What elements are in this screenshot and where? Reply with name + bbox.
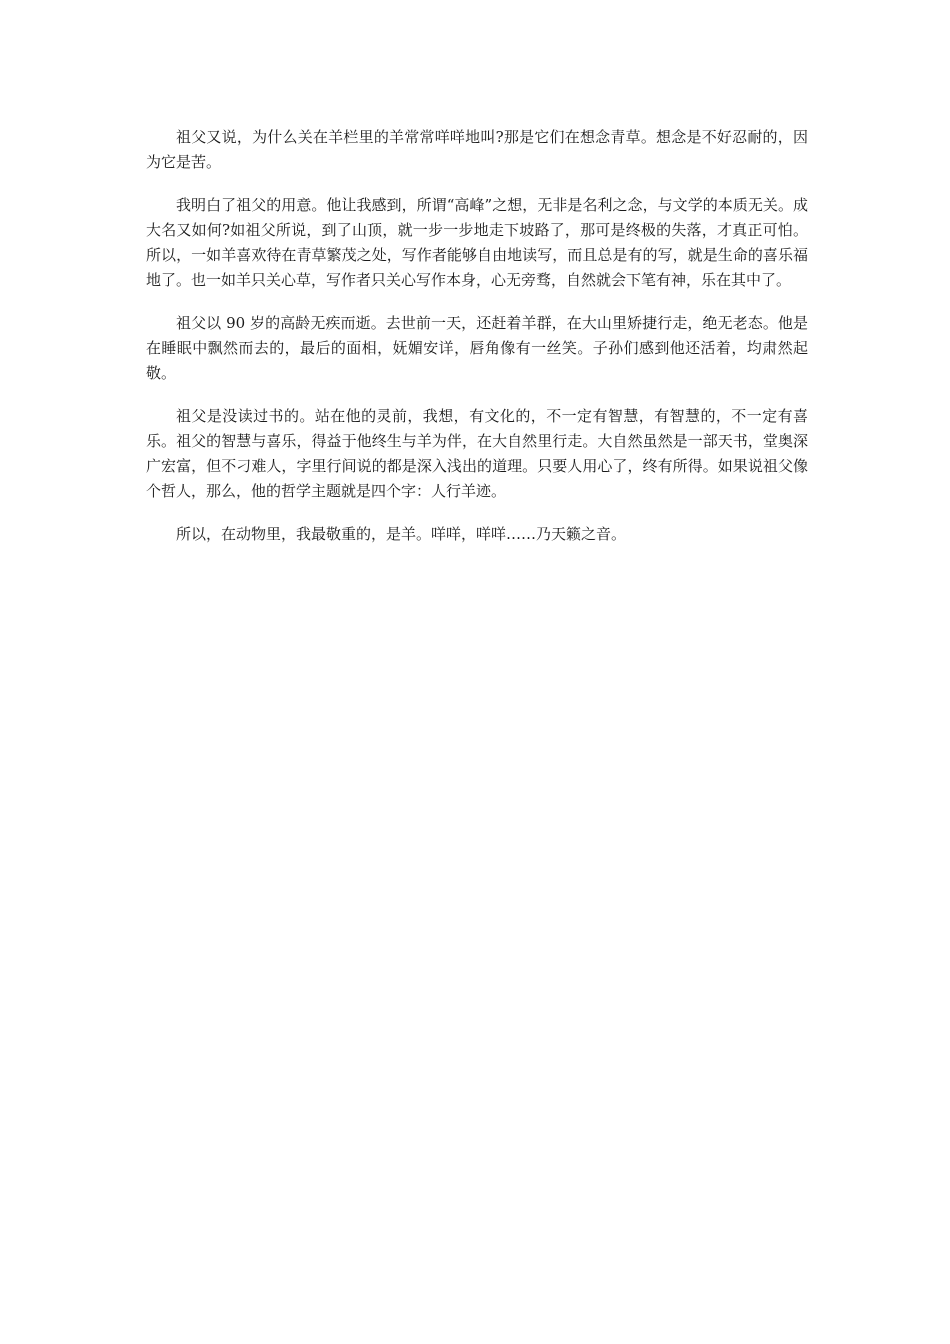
paragraph-3: 祖父以 90 岁的高龄无疾而逝。去世前一天，还赶着羊群，在大山里矫捷行走，绝无老态。他是在睡眠中飘然而去的，最后的面相，妩媚安详，唇角像有一丝笑。子孙们感到他还活着，均肃然起敬。	[146, 314, 808, 382]
paragraph-5: 所以，在动物里，我最敬重的，是羊。咩咩，咩咩……乃天籁之音。	[176, 525, 627, 543]
paragraph-1: 祖父又说，为什么关在羊栏里的羊常常咩咩地叫?那是它们在想念青草。想念是不好忍耐的，因为它是苦。	[146, 128, 808, 171]
document-body	[146, 125, 808, 565]
paragraph-2: 我明白了祖父的用意。他让我感到，所谓“高峰”之想，无非是名利之念，与文学的本质无关。成大名又如何?如祖父所说，到了山顶，就一步一步地走下坡路了，那可是终极的失落，才真正可怕。所以，一如羊喜欢待在青草繁茂之处，写作者能够自由地读写，而且总是有的写，就是生命的喜乐福地了。也一如羊只关心草，写作者只关心写作本身，心无旁骛，自然就会下笔有神，乐在其中了。	[146, 196, 808, 289]
paragraph-4: 祖父是没读过书的。站在他的灵前，我想，有文化的，不一定有智慧，有智慧的，不一定有喜乐。祖父的智慧与喜乐，得益于他终生与羊为伴，在大自然里行走。大自然虽然是一部天书，堂奥深广宏富，但不刁难人，字里行间说的都是深入浅出的道理。只要人用心了，终有所得。如果说祖父像个哲人，那么，他的哲学主题就是四个字：人行羊迹。	[146, 407, 808, 500]
